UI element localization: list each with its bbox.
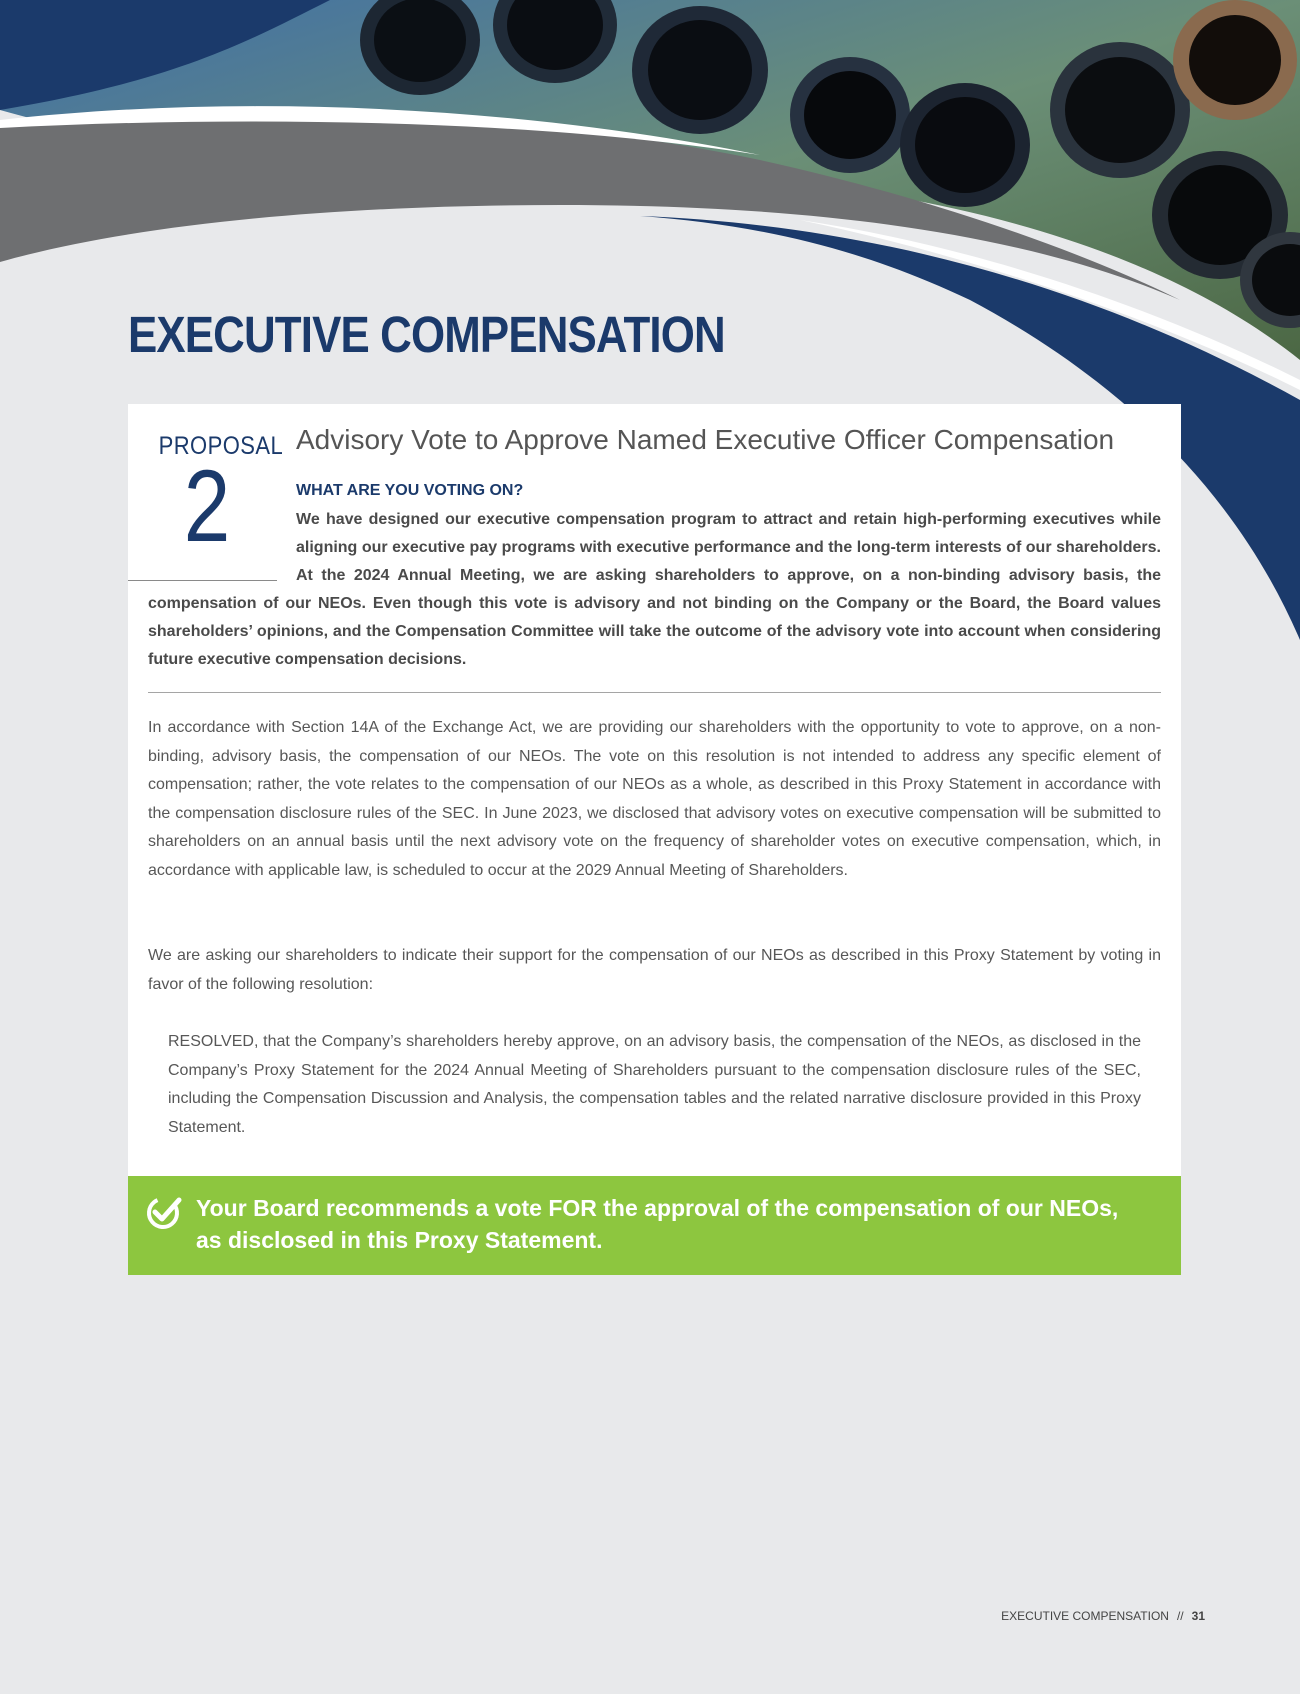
voting-summary xyxy=(148,506,1161,674)
check-circle-icon xyxy=(146,1194,182,1230)
footer-separator: // xyxy=(1176,1609,1184,1623)
page-footer xyxy=(1001,1609,1205,1623)
proposal-label: PROPOSAL xyxy=(158,432,284,460)
resolution-text: RESOLVED, that the Company’s shareholders hereby approve, on an advisory basis, the compensation of the NEOs, as disclosed in the Company’s Proxy Statement for the 2024 Annual Meeting of Shareholders pursuant to the compensation disclosure rules of the SEC, including the Compensation Discussion and Analysis, the compensation tables and the related narrative disclosure provided in this Proxy Statement. xyxy=(168,1033,1141,1136)
recommendation-text xyxy=(196,1192,1136,1256)
body-paragraph: In accordance with Section 14A of the Exchange Act, we are providing our shareholders with the opportunity to vote to approve, on a non-binding, advisory basis, the compensation of our NEOs. The vote on this resolution is not intended to address any specific element of compensation; rather, the vote relates to the compensation of our NEOs as a whole, as described in this Proxy Statement in accordance with the compensation disclosure rules of the SEC. In June 2023, we disclosed that advisory votes on executive compensation will be submitted to shareholders on an annual basis until the next advisory vote on the frequency of shareholder votes on executive compensation, which, in accordance with applicable law, is scheduled to occur at the 2029 Annual Meeting of Shareholders. xyxy=(148,719,1161,879)
page-number: 31 xyxy=(1191,1609,1205,1623)
voting-heading: WHAT ARE YOU VOTING ON? xyxy=(296,482,524,499)
recommendation-line-2: as disclosed in this Proxy Statement. xyxy=(196,1227,603,1253)
proposal-title: Advisory Vote to Approve Named Executive Officer Compensation xyxy=(296,424,1115,455)
proposal-number: 2 xyxy=(183,449,231,563)
footer-section: EXECUTIVE COMPENSATION xyxy=(1001,1609,1169,1623)
number-float-spacer xyxy=(148,506,296,590)
section-divider xyxy=(148,692,1161,693)
proposal-card xyxy=(128,404,1181,1176)
body-paragraph: We are asking our shareholders to indicate their support for the compensation of our NEOs as described in this Proxy Statement by voting in favor of the following resolution: xyxy=(148,947,1161,993)
page-title: EXECUTIVE COMPENSATION xyxy=(128,306,725,363)
voting-summary-text: We have designed our executive compensation program to attract and retain high-performing executives while aligning our executive pay programs with executive performance and the long-term interests of our shareholders. At the 2024 Annual Meeting, we are asking shareholders to approve, on a non-binding advisory basis, the compensation of our NEOs. Even though this vote is advisory and not binding on the Company or the Board, the Board values shareholders’ opinions, and the Compensation Committee will take the outcome of the advisory vote into account when considering future executive compensation decisions. xyxy=(148,511,1161,668)
recommendation-line-1: Your Board recommends a vote FOR the approval of the compensation of our NEOs, xyxy=(196,1195,1119,1221)
board-recommendation-banner xyxy=(128,1176,1181,1275)
